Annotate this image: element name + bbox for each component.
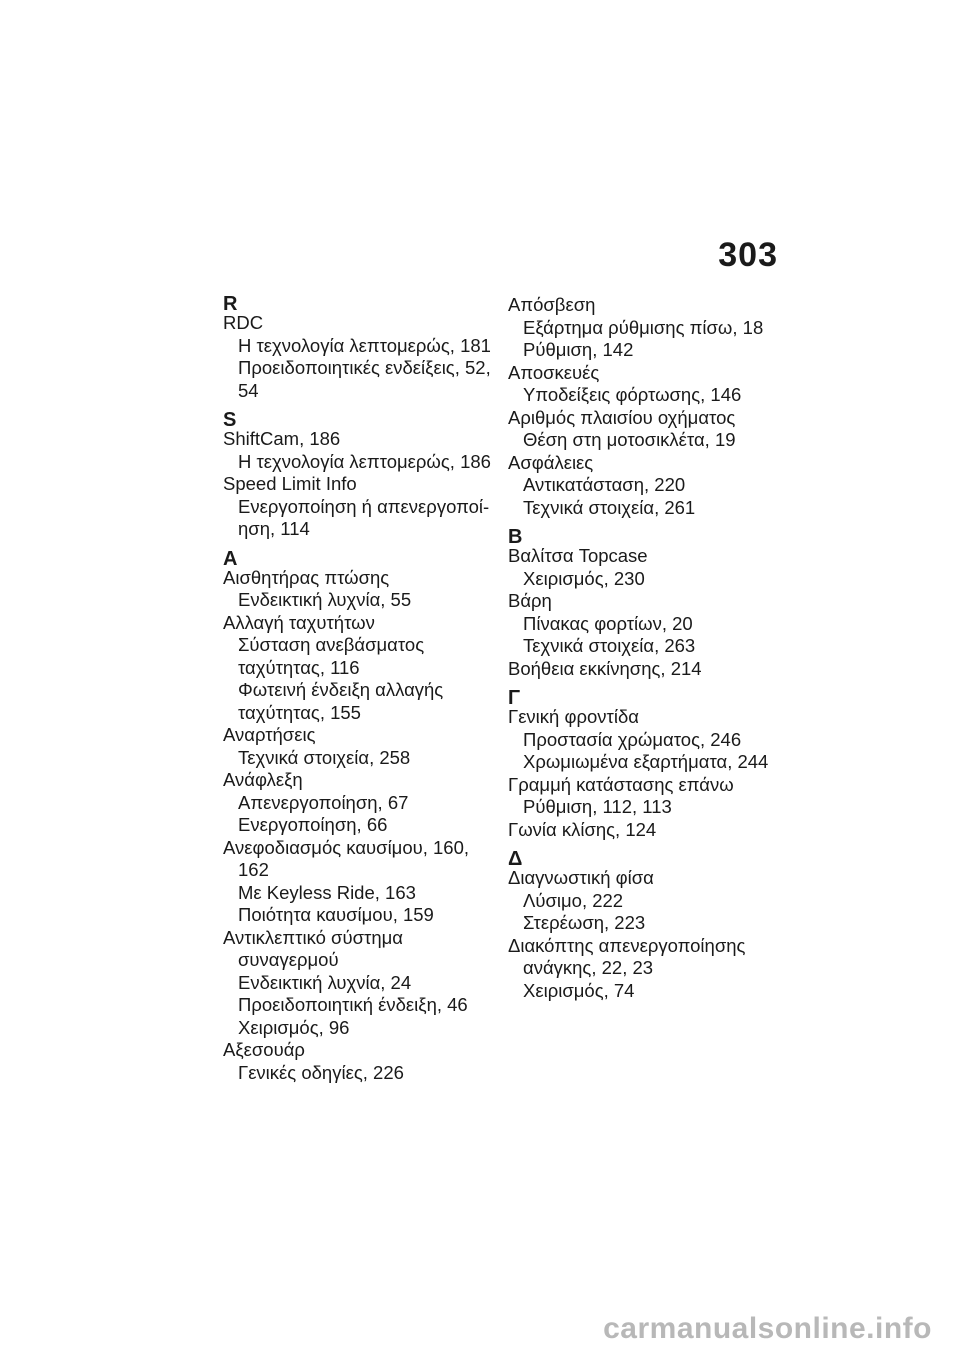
index-section [508,688,778,841]
index-entry: Διαγνωστική φίσα [508,867,654,888]
section-letter: A [223,547,238,570]
index-entry: Γραμμή κατάστασης επάνω [508,773,734,795]
index-subentry: Προειδοποιητική ένδειξη, 46 [238,994,468,1015]
index-entry: Αναρτήσεις [223,724,316,745]
index-subentry: Τεχνικά στοιχεία, 261 [523,496,696,518]
index-subentry: Χειρισμός, 230 [523,567,645,589]
index-subentry: Τεχνικά στοιχεία, 258 [238,746,411,768]
section-letter: R [223,293,238,315]
index-subentry: Ενεργοποίηση ή απενεργοποί- [238,495,490,517]
index-entry: Βάρη [508,590,552,611]
index-entry: Γενική φροντίδα [508,706,639,727]
index-subentry: Αντικατάσταση, 220 [523,474,686,495]
index-subentry: 54 [238,379,259,401]
index-subentry: ταχύτητας, 155 [238,701,361,723]
index-section [508,294,778,519]
section-letter: S [223,409,237,431]
index-subentry: Τεχνικά στοιχεία, 263 [523,635,696,656]
index-subentry: Απενεργοποίηση, 67 [238,791,409,813]
index-section [223,410,493,541]
index-section [223,549,493,1085]
index-entry: Speed Limit Info [223,473,357,494]
index-subentry: Χρωμιωμένα εξαρτήματα, 244 [523,751,769,772]
watermark-logo: carmanualsonline.info [603,1312,932,1345]
index-subentry: συναγερμού [238,949,339,970]
index-subentry: Με Keyless Ride, 163 [238,881,416,903]
index-entry: Γωνία κλίσης, 124 [508,818,657,840]
index-entry: Βοήθεια εκκίνησης, 214 [508,657,702,679]
index-subentry: Προειδοποιητικές ενδείξεις, 52, [238,357,491,378]
index-entry: Αλλαγή ταχυτήτων [223,611,375,633]
section-letter: B [508,526,523,548]
section-letter: Γ [508,687,521,709]
index-entry: Ανάφλεξη [223,769,303,790]
page-number: 303 [718,236,778,274]
index-entry: Αποσκευές [508,361,600,383]
index-section [508,527,778,680]
index-subentry: Λύσιμο, 222 [523,889,624,911]
index-subentry: Η τεχνολογία λεπτομερώς, 186 [238,450,491,472]
index-subentry: Χειρισμός, 96 [238,1016,350,1038]
index-subentry: Ενδεικτική λυχνία, 24 [238,971,412,993]
index-entry: Αριθμός πλαισίου οχήματος [508,406,736,428]
index-subentry: Χειρισμός, 74 [523,979,635,1001]
index-column-left [223,294,493,1084]
index-subentry: ταχύτητας, 116 [238,656,360,678]
section-letter: Δ [508,848,523,870]
index-section [508,849,778,1002]
index-subentry: 162 [238,859,269,880]
index-subentry: Ποιότητα καυσίμου, 159 [238,904,434,925]
index-column-right [508,294,778,1002]
index-subentry: ηση, 114 [238,518,310,539]
index-entry: Απόσβεση [508,294,596,315]
index-entry: Διακόπτης απενεργοποίησης [508,934,746,956]
index-subentry: Ρύθμιση, 142 [523,339,634,360]
index-entry: ShiftCam, 186 [223,428,341,449]
index-entry: Ασφάλειες [508,451,594,473]
index-entry: Αντικλεπτικό σύστημα [223,926,403,948]
index-subentry: Η τεχνολογία λεπτομερώς, 181 [238,334,491,356]
index-subentry: Εξάρτημα ρύθμισης πίσω, 18 [523,316,764,338]
index-subentry: Ρύθμιση, 112, 113 [523,796,672,817]
index-section [223,294,493,402]
index-entry: Αξεσουάρ [223,1039,305,1060]
index-subentry: Σύσταση ανεβάσματος [238,634,425,655]
index-subentry: Φωτεινή ένδειξη αλλαγής [238,679,444,700]
index-subentry: Πίνακας φορτίων, 20 [523,612,693,634]
index-subentry: ανάγκης, 22, 23 [523,957,654,978]
index-subentry: Στερέωση, 223 [523,912,646,933]
index-entry: Αισθητήρας πτώσης [223,566,390,588]
index-entry: Ανεφοδιασμός καυσίμου, 160, [223,836,470,858]
index-subentry: Ενδεικτική λυχνία, 55 [238,589,412,610]
index-subentry: Προστασία χρώματος, 246 [523,728,742,750]
index-entry: Βαλίτσα Topcase [508,545,648,566]
index-subentry: Ενεργοποίηση, 66 [238,814,388,835]
index-subentry: Υποδείξεις φόρτωσης, 146 [523,384,742,405]
index-entry: RDC [223,312,264,333]
index-subentry: Γενικές οδηγίες, 226 [238,1061,404,1083]
index-subentry: Θέση στη μοτοσικλέτα, 19 [523,429,736,450]
